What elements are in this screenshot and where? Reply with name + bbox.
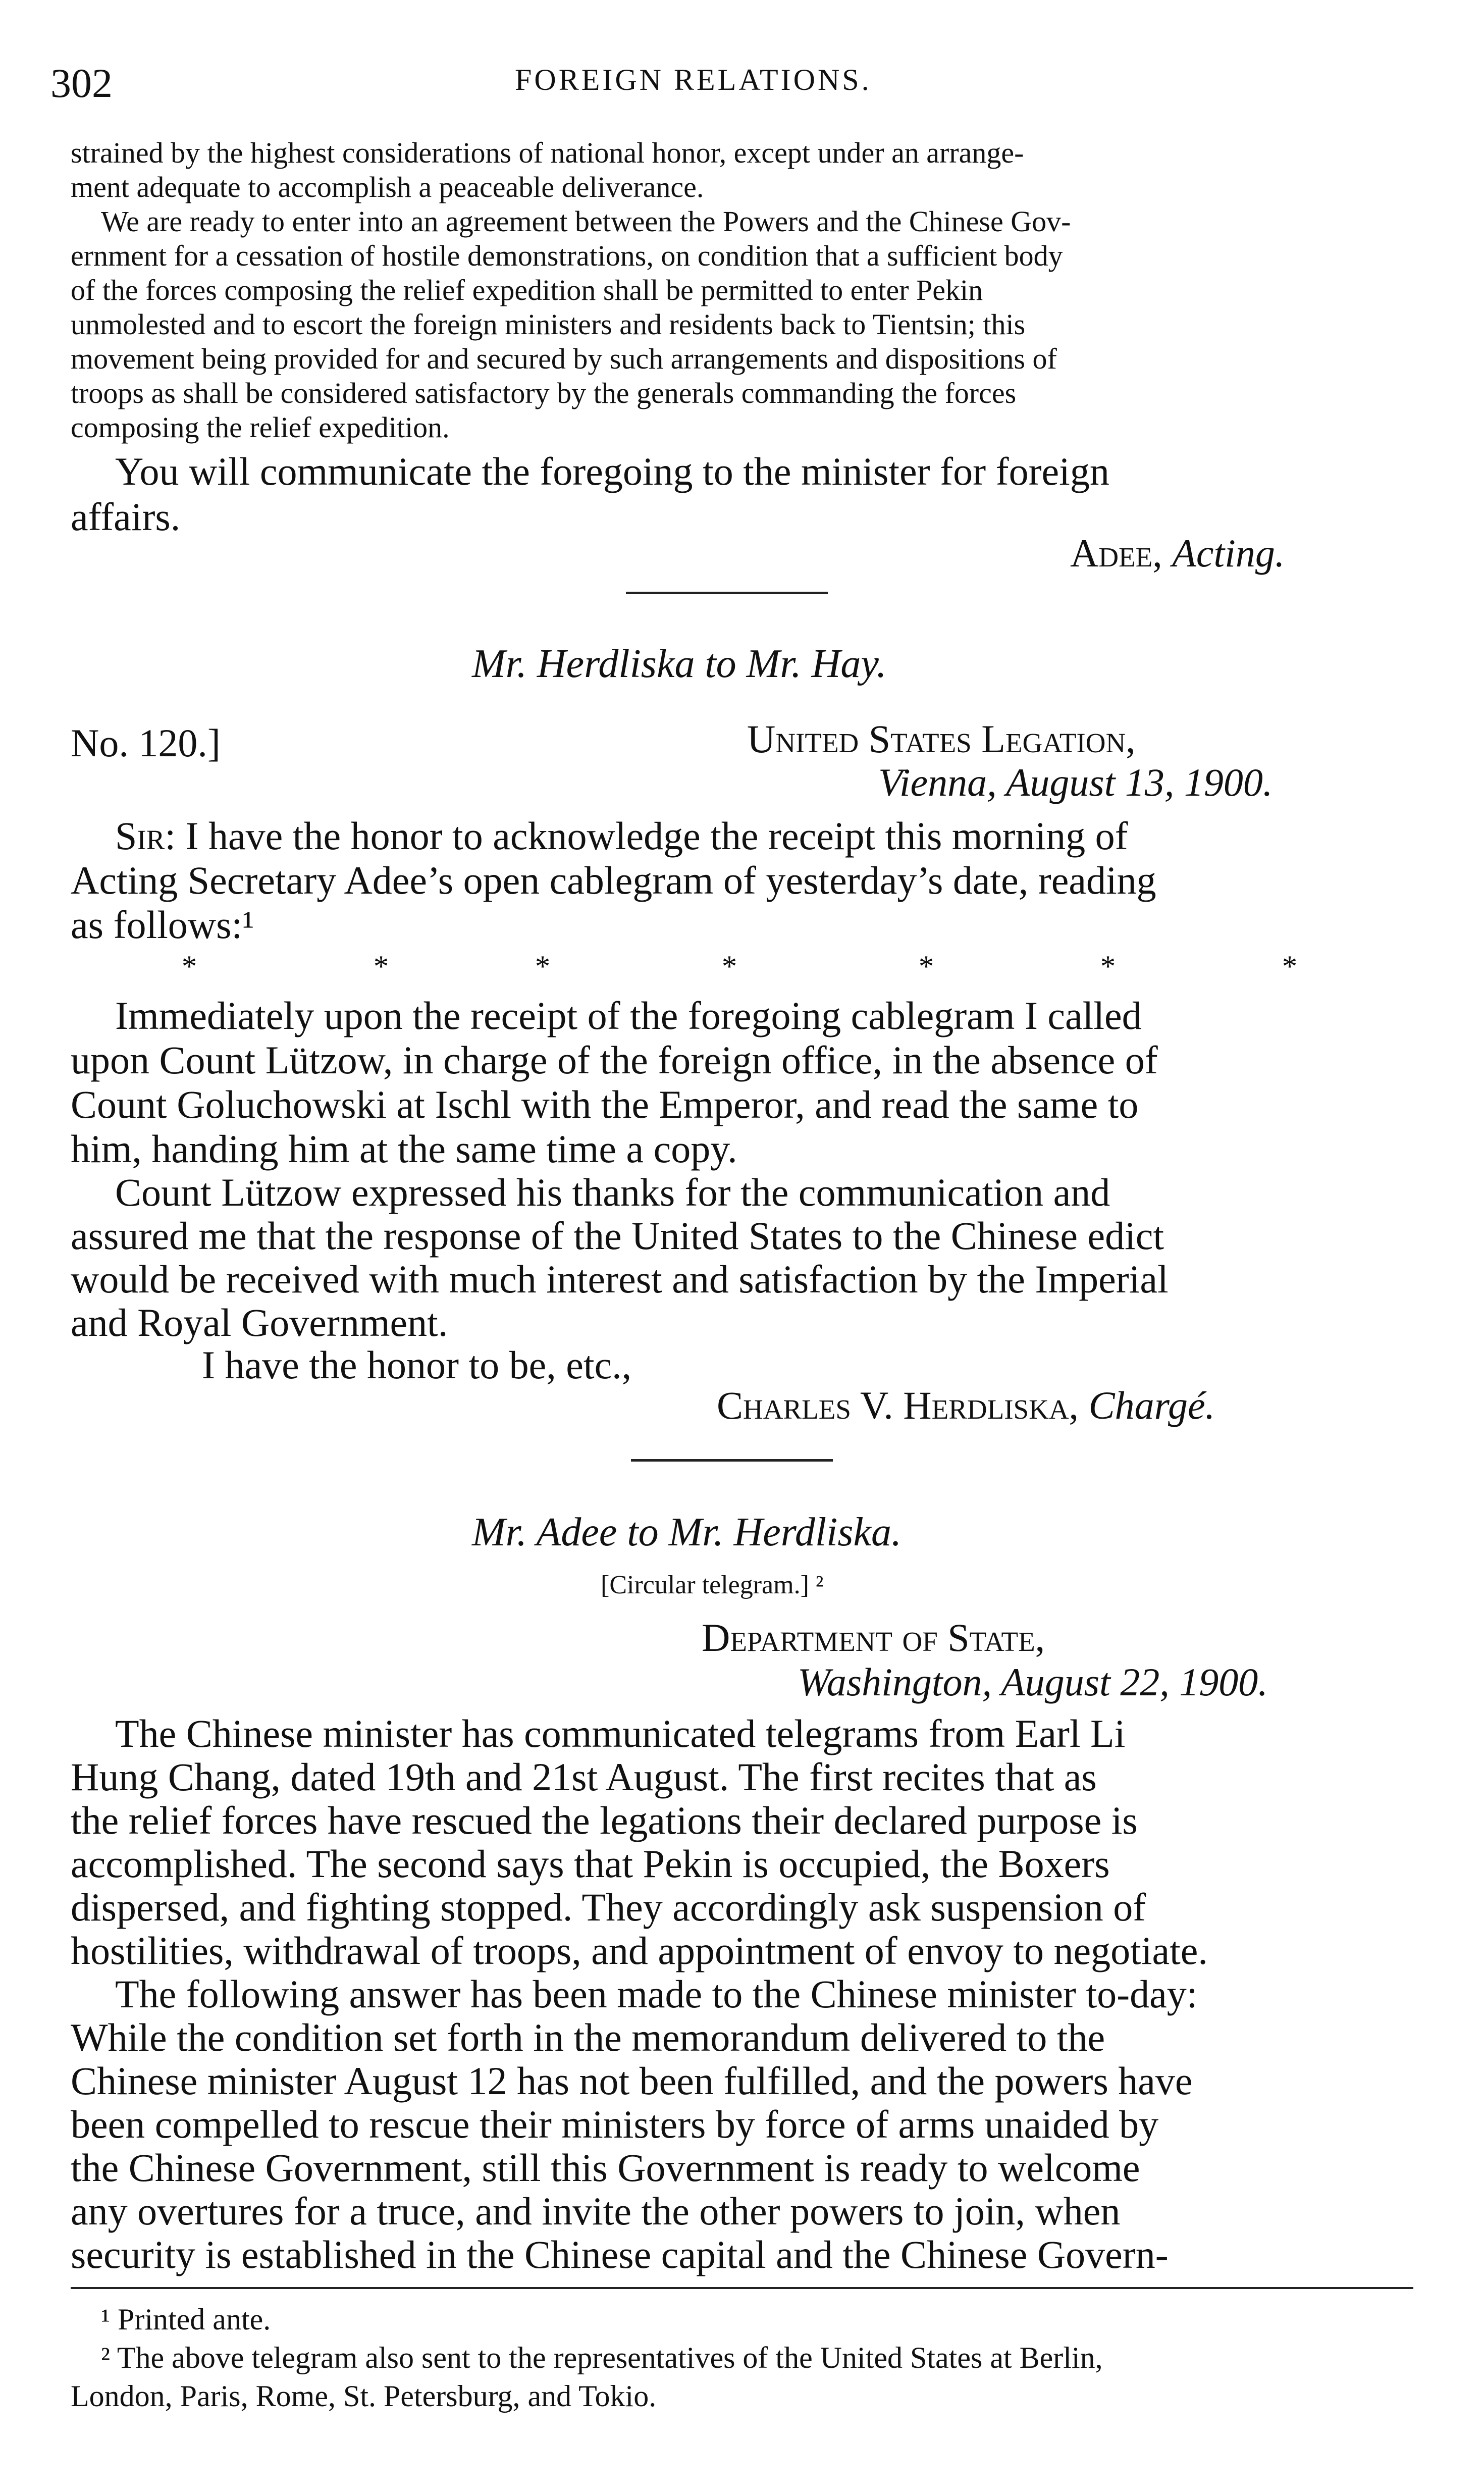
text-line: security is established in the Chinese capital and the Chinese Govern- bbox=[71, 2233, 1169, 2276]
place-date: Washington, August 22, 1900. bbox=[798, 1660, 1268, 1704]
despatch-number: No. 120.] bbox=[71, 721, 221, 765]
asterisk: * bbox=[182, 950, 197, 983]
footnote: ² The above telegram also sent to the representatives of the United States at Berlin, bbox=[101, 2341, 1103, 2374]
text-line: would be received with much interest and satisfaction by the Imperial bbox=[71, 1257, 1169, 1301]
signature bbox=[1070, 531, 1285, 576]
asterisk: * bbox=[535, 950, 550, 983]
text-line: any overtures for a truce, and invite the other powers to join, when bbox=[71, 2189, 1121, 2233]
letter-subheading: [Circular telegram.] ² bbox=[601, 1571, 824, 1599]
footnote: ¹ Printed ante. bbox=[101, 2303, 271, 2336]
signature-title: Chargé. bbox=[1088, 1383, 1215, 1427]
department-name: Department of State, bbox=[702, 1616, 1045, 1659]
footnote-rule bbox=[71, 2287, 1413, 2289]
text-line: Hung Chang, dated 19th and 21st August. The first recites that as bbox=[71, 1755, 1097, 1799]
footnote: London, Paris, Rome, St. Petersburg, and Tokio. bbox=[71, 2379, 657, 2413]
running-title: FOREIGN RELATIONS. bbox=[515, 63, 872, 96]
text-line: dispersed, and fighting stopped. They accordingly ask suspension of bbox=[71, 1885, 1146, 1929]
text-line: troops as shall be considered satisfactory by the generals commanding the forces bbox=[71, 377, 1017, 409]
text-line: movement being provided for and secured by such arrangements and dispositions of bbox=[71, 342, 1057, 375]
text-line: ment adequate to accomplish a peaceable deliverance. bbox=[71, 171, 704, 203]
text-line: the relief forces have rescued the legations their declared purpose is bbox=[71, 1798, 1138, 1842]
asterisk: * bbox=[919, 950, 934, 983]
salutation-rest: : I have the honor to acknowledge the receipt this morning of bbox=[165, 814, 1128, 858]
asterisk: * bbox=[1100, 950, 1116, 983]
text-line: While the condition set forth in the memorandum delivered to the bbox=[71, 2015, 1105, 2059]
text-line: unmolested and to escort the foreign ministers and residents back to Tientsin; this bbox=[71, 308, 1026, 341]
text-line: been compelled to rescue their ministers by force of arms unaided by bbox=[71, 2102, 1159, 2146]
signature-title: Acting. bbox=[1172, 531, 1285, 575]
text-line: You will communicate the foregoing to the minister for foreign bbox=[115, 449, 1109, 493]
text-line: accomplished. The second says that Pekin is occupied, the Boxers bbox=[71, 1842, 1110, 1886]
asterisk: * bbox=[1282, 950, 1297, 983]
asterisk: * bbox=[722, 950, 737, 983]
letter-heading: Mr. Herdliska to Mr. Hay. bbox=[472, 642, 887, 686]
text-line: ernment for a cessation of hostile demonstrations, on condition that a sufficient body bbox=[71, 239, 1063, 272]
place-date: Vienna, August 13, 1900. bbox=[878, 760, 1273, 804]
signature bbox=[717, 1383, 1215, 1428]
signature-name: Charles V. Herdliska, bbox=[717, 1383, 1079, 1427]
text-line: him, handing him at the same time a copy. bbox=[71, 1127, 737, 1171]
text-line bbox=[115, 814, 1128, 858]
text-line: and Royal Government. bbox=[71, 1301, 448, 1344]
legation-name: United States Legation, bbox=[747, 717, 1136, 761]
text-line: I have the honor to be, etc., bbox=[202, 1343, 632, 1387]
salutation-word: Sir bbox=[115, 814, 165, 858]
text-line: as follows:¹ bbox=[71, 903, 254, 947]
text-line: composing the relief expedition. bbox=[71, 411, 450, 444]
text-line: We are ready to enter into an agreement between the Powers and the Chinese Gov- bbox=[101, 205, 1071, 238]
text-line: of the forces composing the relief expedition shall be permitted to enter Pekin bbox=[71, 274, 983, 306]
text-line: assured me that the response of the United States to the Chinese edict bbox=[71, 1214, 1164, 1258]
signature-name: Adee, bbox=[1070, 531, 1162, 575]
text-line: The Chinese minister has communicated telegrams from Earl Li bbox=[115, 1711, 1126, 1755]
text-line: Chinese minister August 12 has not been fulfilled, and the powers have bbox=[71, 2059, 1193, 2103]
text-line: Count Goluchowski at Ischl with the Emperor, and read the same to bbox=[71, 1082, 1139, 1126]
text-line: hostilities, withdrawal of troops, and appointment of envoy to negotiate. bbox=[71, 1929, 1208, 1972]
text-line: Count Lützow expressed his thanks for the communication and bbox=[115, 1170, 1110, 1214]
page-number: 302 bbox=[50, 60, 113, 106]
asterisk: * bbox=[374, 950, 389, 983]
section-divider bbox=[626, 592, 828, 594]
text-line: Immediately upon the receipt of the foregoing cablegram I called bbox=[115, 994, 1142, 1037]
letter-heading: Mr. Adee to Mr. Herdliska. bbox=[472, 1510, 902, 1554]
text-line: strained by the highest considerations of national honor, except under an arrange- bbox=[71, 136, 1024, 169]
text-line: the Chinese Government, still this Government is ready to welcome bbox=[71, 2146, 1140, 2190]
section-divider bbox=[631, 1459, 833, 1462]
text-line: upon Count Lützow, in charge of the foreign office, in the absence of bbox=[71, 1038, 1158, 1082]
text-line: The following answer has been made to the Chinese minister to-day: bbox=[115, 1972, 1198, 2016]
text-line: Acting Secretary Adee’s open cablegram of yesterday’s date, reading bbox=[71, 858, 1156, 902]
text-line: affairs. bbox=[71, 495, 181, 539]
